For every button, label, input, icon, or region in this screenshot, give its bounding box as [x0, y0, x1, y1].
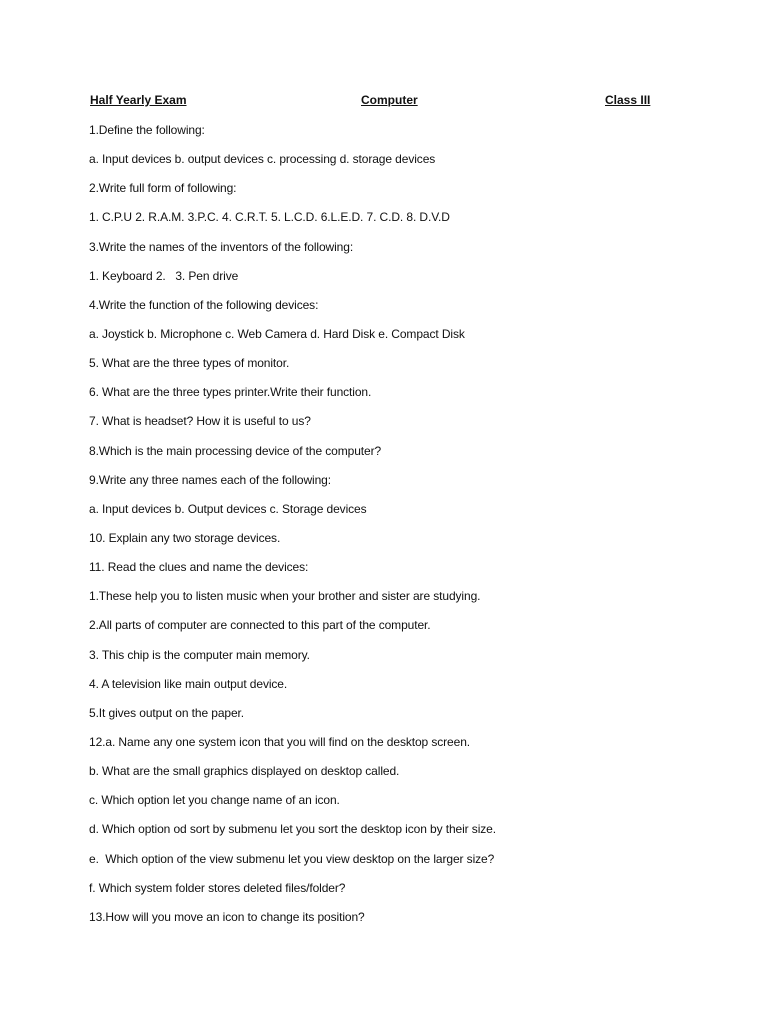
- question-line: 4.Write the function of the following devices:: [89, 297, 319, 312]
- question-list: [89, 122, 729, 938]
- question-line: 3.Write the names of the inventors of the following:: [89, 239, 354, 254]
- question-line: 2.All parts of computer are connected to this part of the computer.: [89, 618, 431, 633]
- question-line: d. Which option od sort by submenu let you sort the desktop icon by their size.: [89, 822, 496, 837]
- question-line: 9.Write any three names each of the following:: [89, 472, 331, 487]
- exam-header: [90, 93, 650, 111]
- question-line: 11. Read the clues and name the devices:: [89, 560, 309, 575]
- question-line: a. Input devices b. Output devices c. Storage devices: [89, 501, 367, 516]
- question-line: a. Input devices b. output devices c. processing d. storage devices: [89, 152, 436, 167]
- question-line: 1. Keyboard 2. 3. Pen drive: [89, 268, 239, 283]
- question-line: 1. C.P.U 2. R.A.M. 3.P.C. 4. C.R.T. 5. L.C.D. 6.L.E.D. 7. C.D. 8. D.V.D: [89, 210, 450, 225]
- question-line: 3. This chip is the computer main memory.: [89, 647, 310, 662]
- question-line: 6. What are the three types printer.Write their function.: [89, 385, 372, 400]
- class-label: Class III: [605, 93, 651, 107]
- question-line: 4. A television like main output device.: [89, 676, 288, 691]
- question-line: e. Which option of the view submenu let you view desktop on the larger size?: [89, 851, 495, 866]
- question-line: 1.Define the following:: [89, 123, 205, 137]
- question-line: 10. Explain any two storage devices.: [89, 530, 281, 545]
- question-line: 5.It gives output on the paper.: [89, 705, 245, 720]
- question-line: 8.Which is the main processing device of the computer?: [89, 443, 382, 458]
- question-line: b. What are the small graphics displayed on desktop called.: [89, 764, 400, 779]
- question-line: c. Which option let you change name of an icon.: [89, 793, 340, 808]
- question-line: 2.Write full form of following:: [89, 181, 237, 196]
- question-line: 7. What is headset? How it is useful to us?: [89, 414, 311, 429]
- subject-title: Computer: [361, 93, 418, 107]
- question-line: 12.a. Name any one system icon that you will find on the desktop screen.: [89, 734, 471, 749]
- question-line: f. Which system folder stores deleted files/folder?: [89, 880, 346, 895]
- question-line: a. Joystick b. Microphone c. Web Camera d. Hard Disk e. Compact Disk: [89, 326, 465, 341]
- question-line: 1.These help you to listen music when your brother and sister are studying.: [89, 589, 481, 604]
- question-line: 5. What are the three types of monitor.: [89, 356, 290, 371]
- question-line: 13.How will you move an icon to change its position?: [89, 909, 365, 924]
- exam-title: Half Yearly Exam: [90, 93, 187, 107]
